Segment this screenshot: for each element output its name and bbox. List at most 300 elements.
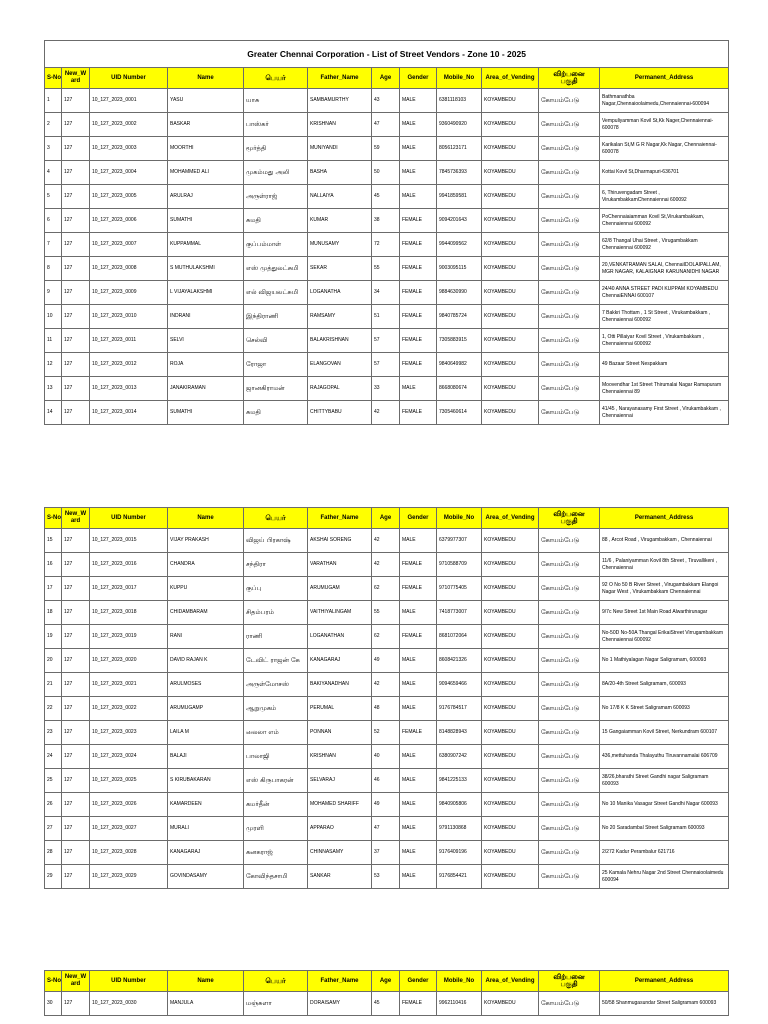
- cell-age: 72: [372, 233, 400, 257]
- cell-gender: MALE: [400, 649, 437, 673]
- cell-father-name: APPARAO: [308, 817, 372, 841]
- cell-address: 25 Kamala Nehru Nagar 2nd Street Chennaioolaimedu 600094: [600, 865, 729, 889]
- cell-name: SUMATHI: [168, 209, 244, 233]
- cell-address: 1, Otti Pillaiyar Kovil Street , Virukambakkam , Chennaiennai 600092: [600, 329, 729, 353]
- table-row: [45, 233, 729, 257]
- cell-age: 57: [372, 353, 400, 377]
- cell-mobile: 6379977307: [437, 529, 482, 553]
- header-gender: Gender: [400, 68, 437, 89]
- cell-area: KOYAMBEDU: [482, 625, 539, 649]
- header-address: Permanent_Address: [600, 508, 729, 529]
- cell-area-tamil: கோயம்பேடு: [539, 529, 600, 553]
- cell-age: 62: [372, 625, 400, 649]
- cell-name: RANI: [168, 625, 244, 649]
- table-row: [45, 992, 729, 1016]
- header-name-tamil: பெயர்: [244, 68, 308, 89]
- header-age: Age: [372, 68, 400, 89]
- cell-sno: 27: [45, 817, 62, 841]
- cell-gender: MALE: [400, 529, 437, 553]
- cell-name-tamil: செல்வி: [244, 329, 308, 353]
- cell-gender: MALE: [400, 697, 437, 721]
- header-father-name: Father_Name: [308, 971, 372, 992]
- table-row: [45, 721, 729, 745]
- cell-age: 57: [372, 329, 400, 353]
- table-row: [45, 649, 729, 673]
- cell-mobile: 9176784517: [437, 697, 482, 721]
- cell-area-tamil: கோயம்பேடு: [539, 673, 600, 697]
- cell-mobile: 7305460614: [437, 401, 482, 425]
- cell-mobile: 8608421326: [437, 649, 482, 673]
- cell-uid: 10_127_2023_0010: [90, 305, 168, 329]
- header-father-name: Father_Name: [308, 508, 372, 529]
- cell-sno: 30: [45, 992, 62, 1016]
- cell-mobile: 8668080674: [437, 377, 482, 401]
- cell-uid: 10_127_2023_0001: [90, 89, 168, 113]
- cell-area: KOYAMBEDU: [482, 281, 539, 305]
- table-body: [45, 89, 729, 425]
- header-row: [45, 508, 729, 529]
- cell-address: 62/8 Thangal Uhai Street , Virugambakkam Chennaiennai 600092: [600, 233, 729, 257]
- cell-father-name: VARATHAN: [308, 553, 372, 577]
- header-gender: Gender: [400, 508, 437, 529]
- cell-name-tamil: ஆறுமுகம்: [244, 697, 308, 721]
- cell-ward: 127: [62, 329, 90, 353]
- cell-area: KOYAMBEDU: [482, 113, 539, 137]
- cell-age: 52: [372, 721, 400, 745]
- cell-father-name: SEKAR: [308, 257, 372, 281]
- cell-area: KOYAMBEDU: [482, 601, 539, 625]
- header-uid: UID Number: [90, 68, 168, 89]
- cell-address: No 10 Manika Vasagar Street Gandhi Nagar 600093: [600, 793, 729, 817]
- cell-area-tamil: கோயம்பேடு: [539, 745, 600, 769]
- cell-name-tamil: விஜய் பிரகாஷ்: [244, 529, 308, 553]
- cell-age: 59: [372, 137, 400, 161]
- cell-father-name: ELANGOVAN: [308, 353, 372, 377]
- cell-age: 38: [372, 209, 400, 233]
- cell-father-name: KRISHNAN: [308, 745, 372, 769]
- cell-uid: 10_127_2023_0024: [90, 745, 168, 769]
- cell-address: Vempuliyamman Kovil St,Kk Nager,Chennaiennai-600078: [600, 113, 729, 137]
- cell-father-name: MUNUSAMY: [308, 233, 372, 257]
- cell-sno: 14: [45, 401, 62, 425]
- cell-address: Bathmanathba Nagar,Chennaioolaimedu,Chennaiennai-600094: [600, 89, 729, 113]
- header-name: Name: [168, 68, 244, 89]
- cell-father-name: MUNIYANDI: [308, 137, 372, 161]
- header-mobile: Mobile_No: [437, 508, 482, 529]
- header-sno: S-No: [45, 971, 62, 992]
- cell-age: 43: [372, 89, 400, 113]
- cell-area-tamil: கோயம்பேடு: [539, 113, 600, 137]
- cell-sno: 8: [45, 257, 62, 281]
- cell-sno: 5: [45, 185, 62, 209]
- cell-age: 51: [372, 305, 400, 329]
- cell-name-tamil: குப்பம்மாள்: [244, 233, 308, 257]
- cell-name: CHIDAMBARAM: [168, 601, 244, 625]
- cell-gender: MALE: [400, 841, 437, 865]
- header-name-tamil: பெயர்: [244, 971, 308, 992]
- header-sno: S-No: [45, 68, 62, 89]
- cell-uid: 10_127_2023_0027: [90, 817, 168, 841]
- cell-area-tamil: கோயம்பேடு: [539, 817, 600, 841]
- cell-father-name: SELVARAJ: [308, 769, 372, 793]
- cell-sno: 28: [45, 841, 62, 865]
- cell-area: KOYAMBEDU: [482, 529, 539, 553]
- cell-mobile: 9003095115: [437, 257, 482, 281]
- cell-area-tamil: கோயம்பேடு: [539, 185, 600, 209]
- cell-area-tamil: கோயம்பேடு: [539, 577, 600, 601]
- header-name: Name: [168, 971, 244, 992]
- cell-gender: FEMALE: [400, 257, 437, 281]
- cell-ward: 127: [62, 625, 90, 649]
- cell-address: 7 Bakkri Thottam , 1 St Street , Virukambakkam , Chennaiennai 600092: [600, 305, 729, 329]
- cell-uid: 10_127_2023_0008: [90, 257, 168, 281]
- header-address: Permanent_Address: [600, 68, 729, 89]
- cell-uid: 10_127_2023_0021: [90, 673, 168, 697]
- cell-name: S KIRUBAKARAN: [168, 769, 244, 793]
- table-row: [45, 697, 729, 721]
- cell-mobile: 9710588709: [437, 553, 482, 577]
- cell-age: 45: [372, 992, 400, 1016]
- cell-address: Karikalan St,M G R Nagar,Kk Nagar, Chennaiennai-600078: [600, 137, 729, 161]
- cell-ward: 127: [62, 992, 90, 1016]
- cell-gender: FEMALE: [400, 992, 437, 1016]
- header-area-tamil: விற்பனை பகுதி: [539, 508, 600, 529]
- cell-age: 53: [372, 865, 400, 889]
- cell-mobile: 9884630990: [437, 281, 482, 305]
- cell-mobile: 9841225133: [437, 769, 482, 793]
- cell-name: DAVID RAJAN K: [168, 649, 244, 673]
- cell-area-tamil: கோயம்பேடு: [539, 841, 600, 865]
- cell-uid: 10_127_2023_0002: [90, 113, 168, 137]
- cell-mobile: 7845736393: [437, 161, 482, 185]
- table-row: [45, 841, 729, 865]
- cell-address: 92 O No 50 B River Street , Virugambakkam Elangoi Nagar West , Virukambakkam Chennaiennai: [600, 577, 729, 601]
- table-row: [45, 769, 729, 793]
- cell-mobile: 9176409196: [437, 841, 482, 865]
- cell-area: KOYAMBEDU: [482, 161, 539, 185]
- cell-name-tamil: கோவிந்தசாமி: [244, 865, 308, 889]
- header-ward: New_W ard: [62, 68, 90, 89]
- cell-uid: 10_127_2023_0006: [90, 209, 168, 233]
- cell-area: KOYAMBEDU: [482, 577, 539, 601]
- cell-ward: 127: [62, 649, 90, 673]
- header-ward: New_W ard: [62, 971, 90, 992]
- document-title: Greater Chennai Corporation - List of Street Vendors - Zone 10 - 2025: [45, 41, 729, 68]
- cell-name-tamil: சுமதி: [244, 401, 308, 425]
- table-row: [45, 673, 729, 697]
- cell-age: 42: [372, 529, 400, 553]
- cell-ward: 127: [62, 697, 90, 721]
- cell-age: 47: [372, 817, 400, 841]
- cell-uid: 10_127_2023_0020: [90, 649, 168, 673]
- cell-ward: 127: [62, 377, 90, 401]
- cell-mobile: 8681072064: [437, 625, 482, 649]
- cell-mobile: 9710775405: [437, 577, 482, 601]
- cell-name: ARULRAJ: [168, 185, 244, 209]
- cell-mobile: 7418773007: [437, 601, 482, 625]
- cell-gender: FEMALE: [400, 401, 437, 425]
- cell-uid: 10_127_2023_0029: [90, 865, 168, 889]
- cell-address: 50/58 Shanmugasundar Street Saligramam 600093: [600, 992, 729, 1016]
- cell-ward: 127: [62, 185, 90, 209]
- cell-uid: 10_127_2023_0026: [90, 793, 168, 817]
- cell-name: INDRANI: [168, 305, 244, 329]
- header-gender: Gender: [400, 971, 437, 992]
- cell-name: KUPPU: [168, 577, 244, 601]
- cell-area-tamil: கோயம்பேடு: [539, 281, 600, 305]
- cell-father-name: BAKIYANADHAN: [308, 673, 372, 697]
- cell-address: 49 Bazaar Street Nespakkam: [600, 353, 729, 377]
- vendor-table-page-3: [44, 970, 729, 1016]
- cell-uid: 10_127_2023_0016: [90, 553, 168, 577]
- cell-name-tamil: சந்திரா: [244, 553, 308, 577]
- cell-father-name: CHITTYBABU: [308, 401, 372, 425]
- cell-uid: 10_127_2023_0011: [90, 329, 168, 353]
- cell-ward: 127: [62, 553, 90, 577]
- cell-name: BALAJI: [168, 745, 244, 769]
- cell-sno: 29: [45, 865, 62, 889]
- cell-ward: 127: [62, 577, 90, 601]
- cell-age: 62: [372, 577, 400, 601]
- cell-age: 49: [372, 793, 400, 817]
- cell-father-name: PONNAN: [308, 721, 372, 745]
- cell-name-tamil: எல் விஜயலட்சுமி: [244, 281, 308, 305]
- cell-area: KOYAMBEDU: [482, 697, 539, 721]
- cell-uid: 10_127_2023_0009: [90, 281, 168, 305]
- cell-gender: FEMALE: [400, 233, 437, 257]
- cell-age: 55: [372, 257, 400, 281]
- cell-sno: 1: [45, 89, 62, 113]
- cell-gender: FEMALE: [400, 305, 437, 329]
- vendor-table-page-2: [44, 507, 729, 889]
- cell-ward: 127: [62, 673, 90, 697]
- vendor-table-page-1: [44, 40, 729, 425]
- cell-sno: 11: [45, 329, 62, 353]
- cell-father-name: SANKAR: [308, 865, 372, 889]
- cell-father-name: RAMSAMY: [308, 305, 372, 329]
- cell-address: 436,mettuhanda Thalayuthu Tiruvannamalai 606709: [600, 745, 729, 769]
- cell-address: No 20 Saradambal Street Saligramam 600093: [600, 817, 729, 841]
- cell-gender: MALE: [400, 137, 437, 161]
- cell-address: 38/26,bharathi Street Gandhi nagar Saligramam 600093: [600, 769, 729, 793]
- cell-age: 37: [372, 841, 400, 865]
- cell-sno: 6: [45, 209, 62, 233]
- cell-ward: 127: [62, 817, 90, 841]
- cell-ward: 127: [62, 529, 90, 553]
- cell-name: ARUMUGAMP: [168, 697, 244, 721]
- cell-gender: FEMALE: [400, 281, 437, 305]
- cell-gender: MALE: [400, 769, 437, 793]
- cell-address: 9/7c New Street 1st Main Road Alwarthirunagar: [600, 601, 729, 625]
- table-row: [45, 529, 729, 553]
- cell-mobile: 9094201643: [437, 209, 482, 233]
- cell-ward: 127: [62, 841, 90, 865]
- cell-name-tamil: சுமதி: [244, 209, 308, 233]
- cell-area: KOYAMBEDU: [482, 233, 539, 257]
- cell-area: KOYAMBEDU: [482, 673, 539, 697]
- table-row: [45, 281, 729, 305]
- cell-area-tamil: கோயம்பேடு: [539, 305, 600, 329]
- cell-name: S MUTHULAKSHMI: [168, 257, 244, 281]
- cell-area: KOYAMBEDU: [482, 353, 539, 377]
- cell-uid: 10_127_2023_0030: [90, 992, 168, 1016]
- header-age: Age: [372, 508, 400, 529]
- cell-sno: 9: [45, 281, 62, 305]
- cell-area-tamil: கோயம்பேடு: [539, 793, 600, 817]
- cell-ward: 127: [62, 113, 90, 137]
- table-row: [45, 257, 729, 281]
- cell-name: GOVINDASAMY: [168, 865, 244, 889]
- cell-address: No 1 Mathiyalagan Nagar Saligramam, 600093: [600, 649, 729, 673]
- cell-mobile: 9094659466: [437, 673, 482, 697]
- cell-area-tamil: கோயம்பேடு: [539, 353, 600, 377]
- cell-mobile: 9840905806: [437, 793, 482, 817]
- cell-area: KOYAMBEDU: [482, 553, 539, 577]
- header-row: [45, 68, 729, 89]
- cell-mobile: 9791130868: [437, 817, 482, 841]
- cell-gender: FEMALE: [400, 625, 437, 649]
- cell-name: VIJAY PRAKASH: [168, 529, 244, 553]
- table-row: [45, 113, 729, 137]
- cell-mobile: 9962110416: [437, 992, 482, 1016]
- cell-address: 11/6 , Palaniyamman Kovil 8th Street , Tiruvallikeni , Chennaiennai: [600, 553, 729, 577]
- cell-sno: 4: [45, 161, 62, 185]
- cell-father-name: LOGANATHAN: [308, 625, 372, 649]
- cell-address: 8A/20-4th Street Saligramam, 600093: [600, 673, 729, 697]
- cell-area-tamil: கோயம்பேடு: [539, 161, 600, 185]
- cell-father-name: KANAGARAJ: [308, 649, 372, 673]
- cell-address: 2/272 Kadur Perambalur 621716: [600, 841, 729, 865]
- table-row: [45, 577, 729, 601]
- table-row: [45, 329, 729, 353]
- header-sno: S-No: [45, 508, 62, 529]
- header-mobile: Mobile_No: [437, 68, 482, 89]
- cell-name: ROJA: [168, 353, 244, 377]
- cell-father-name: KRISHNAN: [308, 113, 372, 137]
- cell-father-name: CHINNASAMY: [308, 841, 372, 865]
- cell-age: 45: [372, 185, 400, 209]
- cell-name: SELVI: [168, 329, 244, 353]
- table-row: [45, 89, 729, 113]
- cell-area: KOYAMBEDU: [482, 377, 539, 401]
- cell-sno: 12: [45, 353, 62, 377]
- cell-name: SUMATHI: [168, 401, 244, 425]
- cell-age: 55: [372, 601, 400, 625]
- cell-uid: 10_127_2023_0017: [90, 577, 168, 601]
- cell-area: KOYAMBEDU: [482, 817, 539, 841]
- cell-name-tamil: முரளி: [244, 817, 308, 841]
- table-row: [45, 817, 729, 841]
- cell-sno: 23: [45, 721, 62, 745]
- cell-area-tamil: கோயம்பேடு: [539, 865, 600, 889]
- cell-mobile: 9840785724: [437, 305, 482, 329]
- cell-ward: 127: [62, 401, 90, 425]
- cell-name-tamil: கமர்தீன்: [244, 793, 308, 817]
- cell-area-tamil: கோயம்பேடு: [539, 329, 600, 353]
- cell-uid: 10_127_2023_0013: [90, 377, 168, 401]
- cell-gender: MALE: [400, 745, 437, 769]
- cell-gender: FEMALE: [400, 721, 437, 745]
- cell-ward: 127: [62, 793, 90, 817]
- header-ward: New_W ard: [62, 508, 90, 529]
- header-area: Area_of_Vending: [482, 68, 539, 89]
- cell-father-name: BALAKRISHNAN: [308, 329, 372, 353]
- cell-mobile: 7305883915: [437, 329, 482, 353]
- cell-father-name: AKSHAI SORENG: [308, 529, 372, 553]
- cell-father-name: DORAISAMY: [308, 992, 372, 1016]
- cell-address: 88 , Arcot Road , Virugambakkam , Chennaiennai: [600, 529, 729, 553]
- table-row: [45, 209, 729, 233]
- header-address: Permanent_Address: [600, 971, 729, 992]
- header-area-tamil: விற்பனை பகுதி: [539, 971, 600, 992]
- header-mobile: Mobile_No: [437, 971, 482, 992]
- cell-gender: FEMALE: [400, 577, 437, 601]
- cell-mobile: 9840649982: [437, 353, 482, 377]
- cell-gender: MALE: [400, 601, 437, 625]
- cell-mobile: 6380907242: [437, 745, 482, 769]
- cell-gender: MALE: [400, 817, 437, 841]
- cell-age: 40: [372, 745, 400, 769]
- cell-mobile: 9941859581: [437, 185, 482, 209]
- cell-ward: 127: [62, 257, 90, 281]
- header-father-name: Father_Name: [308, 68, 372, 89]
- cell-uid: 10_127_2023_0025: [90, 769, 168, 793]
- cell-gender: MALE: [400, 793, 437, 817]
- cell-father-name: BASHA: [308, 161, 372, 185]
- cell-address: No 17/8 K K Street Saligramam 600093: [600, 697, 729, 721]
- cell-sno: 26: [45, 793, 62, 817]
- cell-gender: MALE: [400, 161, 437, 185]
- cell-sno: 16: [45, 553, 62, 577]
- cell-area-tamil: கோயம்பேடு: [539, 769, 600, 793]
- cell-gender: FEMALE: [400, 209, 437, 233]
- cell-address: Kottai Kovil St,Dharmapuri-636701: [600, 161, 729, 185]
- cell-gender: MALE: [400, 377, 437, 401]
- cell-ward: 127: [62, 601, 90, 625]
- cell-area-tamil: கோயம்பேடு: [539, 721, 600, 745]
- cell-ward: 127: [62, 209, 90, 233]
- cell-area: KOYAMBEDU: [482, 305, 539, 329]
- cell-sno: 17: [45, 577, 62, 601]
- table-row: [45, 865, 729, 889]
- cell-mobile: 8056123171: [437, 137, 482, 161]
- cell-area: KOYAMBEDU: [482, 401, 539, 425]
- cell-area-tamil: கோயம்பேடு: [539, 401, 600, 425]
- cell-area-tamil: கோயம்பேடு: [539, 649, 600, 673]
- header-uid: UID Number: [90, 508, 168, 529]
- cell-name-tamil: மூர்த்தி: [244, 137, 308, 161]
- cell-mobile: 9176854421: [437, 865, 482, 889]
- cell-uid: 10_127_2023_0003: [90, 137, 168, 161]
- cell-name-tamil: லைலா எம்: [244, 721, 308, 745]
- cell-mobile: 9360490920: [437, 113, 482, 137]
- cell-name: YASU: [168, 89, 244, 113]
- cell-sno: 18: [45, 601, 62, 625]
- cell-area-tamil: கோயம்பேடு: [539, 89, 600, 113]
- cell-name: BASKAR: [168, 113, 244, 137]
- cell-ward: 127: [62, 305, 90, 329]
- cell-gender: MALE: [400, 113, 437, 137]
- cell-age: 42: [372, 553, 400, 577]
- table-row: [45, 353, 729, 377]
- cell-name: CHANDRA: [168, 553, 244, 577]
- cell-age: 49: [372, 649, 400, 673]
- cell-address: Moovendhar 1st Street Thirumalai Nagar Ramapuram Chennaiennai 89: [600, 377, 729, 401]
- cell-address: 15 Gangaiamman Kovil Street, Nerkundram 600107: [600, 721, 729, 745]
- cell-sno: 21: [45, 673, 62, 697]
- cell-ward: 127: [62, 769, 90, 793]
- cell-gender: FEMALE: [400, 553, 437, 577]
